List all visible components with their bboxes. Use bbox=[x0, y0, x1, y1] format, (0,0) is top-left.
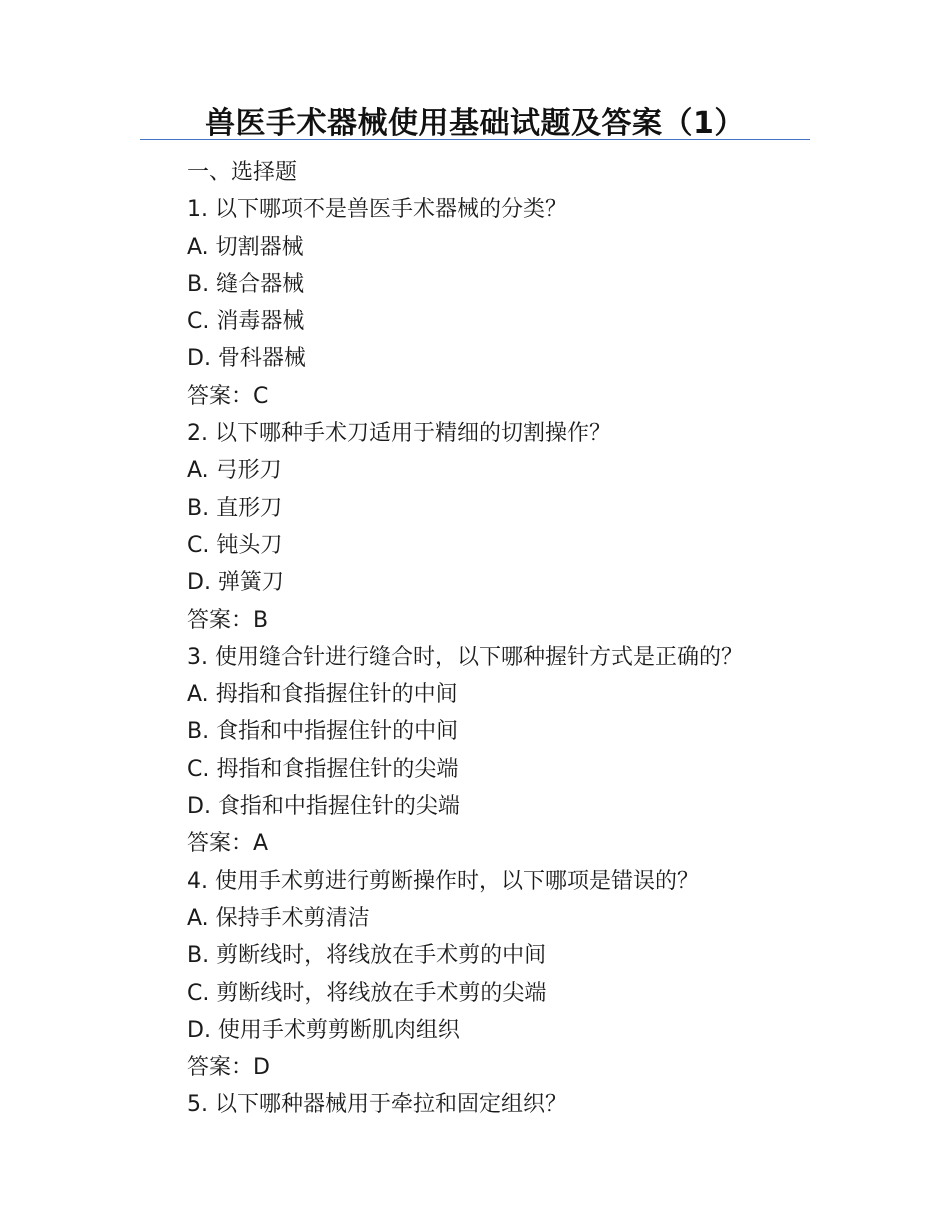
option-b: B. 缝合器械 bbox=[187, 271, 305, 297]
question-text: 2. 以下哪种手术刀适用于精细的切割操作？ bbox=[187, 421, 611, 447]
option-a: A. 保持手术剪清洁 bbox=[187, 905, 370, 931]
option-a: A. 拇指和食指握住针的中间 bbox=[187, 682, 458, 708]
option-c: C. 拇指和食指握住针的尖端 bbox=[187, 756, 459, 782]
option-c: C. 钝头刀 bbox=[187, 532, 283, 558]
question-block-3 bbox=[187, 639, 887, 863]
question-text: 4. 使用手术剪进行剪断操作时，以下哪项是错误的？ bbox=[187, 868, 699, 894]
option-b: B. 剪断线时，将线放在手术剪的中间 bbox=[187, 943, 547, 969]
option-b: B. 食指和中指握住针的中间 bbox=[187, 719, 459, 745]
option-d: D. 使用手术剪剪断肌肉组织 bbox=[187, 1017, 460, 1043]
answer-text: 答案：A bbox=[187, 831, 269, 857]
question-block-2 bbox=[187, 415, 887, 639]
answer-text: 答案：D bbox=[187, 1055, 270, 1081]
option-c: C. 消毒器械 bbox=[187, 309, 305, 335]
document-title: 兽医手术器械使用基础试题及答案（1） bbox=[205, 106, 745, 141]
section-heading: 一、选择题 bbox=[187, 160, 298, 185]
question-block-1 bbox=[187, 191, 887, 415]
option-c: C. 剪断线时，将线放在手术剪的尖端 bbox=[187, 980, 547, 1006]
option-a: A. 切割器械 bbox=[187, 234, 304, 260]
option-b: B. 直形刀 bbox=[187, 495, 283, 521]
question-text: 5. 以下哪种器械用于牵拉和固定组织？ bbox=[187, 1092, 567, 1118]
question-block-4 bbox=[187, 863, 887, 1087]
question-text: 1. 以下哪项不是兽医手术器械的分类？ bbox=[187, 197, 567, 223]
option-d: D. 弹簧刀 bbox=[187, 570, 284, 596]
option-a: A. 弓形刀 bbox=[187, 458, 282, 484]
question-block-5 bbox=[187, 1086, 887, 1123]
question-text: 3. 使用缝合针进行缝合时，以下哪种握针方式是正确的？ bbox=[187, 644, 743, 670]
title-underline bbox=[140, 139, 810, 140]
answer-text: 答案：B bbox=[187, 607, 269, 633]
option-d: D. 骨科器械 bbox=[187, 346, 306, 372]
answer-text: 答案：C bbox=[187, 383, 269, 409]
option-d: D. 食指和中指握住针的尖端 bbox=[187, 794, 460, 820]
document-body bbox=[187, 154, 887, 1124]
